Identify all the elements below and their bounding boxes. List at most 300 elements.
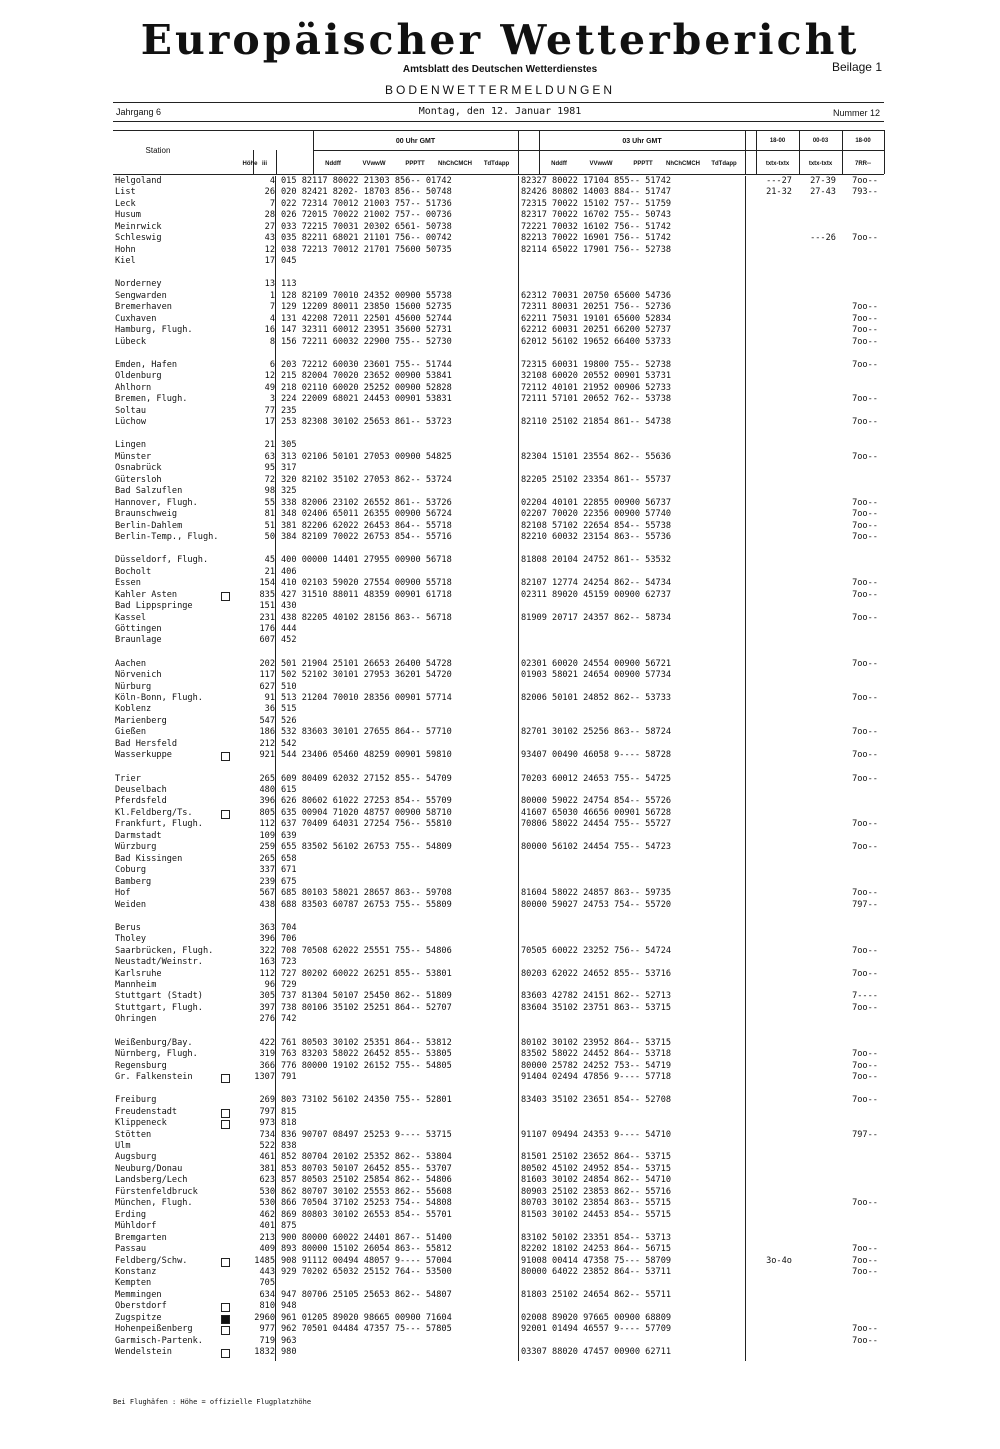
obs-00-gmt: 615 xyxy=(281,785,297,795)
station-row xyxy=(113,509,884,521)
station-name: Bad Hersfeld xyxy=(115,738,178,749)
column-separator xyxy=(275,176,276,1361)
obs-03-gmt: 81501 25102 23652 864-- 53715 xyxy=(521,1152,672,1163)
col-vvwww: VVwwW xyxy=(362,161,386,167)
station-height: 1832 xyxy=(254,1347,275,1358)
obs-03-gmt: 81503 30102 24453 854-- 55715 xyxy=(521,1209,672,1220)
obs-00-gmt: 635 00904 71020 48757 00900 58710 xyxy=(281,807,452,818)
obs-03-gmt: 83502 58022 24452 864-- 53718 xyxy=(521,1049,672,1059)
station-height: 396 xyxy=(259,796,275,807)
col-tdapp: TdTdapp xyxy=(483,161,510,167)
x3-top: 18-00 xyxy=(855,138,871,144)
precip-group: 7oo-- xyxy=(852,945,878,956)
station-height: 151 xyxy=(259,601,275,611)
station-height: 921 xyxy=(259,750,275,761)
precip-group: 7oo-- xyxy=(852,578,878,589)
station-row xyxy=(113,946,884,958)
obs-00-gmt: 818 xyxy=(281,1118,297,1129)
precip-group: 7oo-- xyxy=(852,532,878,542)
station-row xyxy=(113,727,884,739)
station-row xyxy=(113,1290,884,1302)
station-height: 17 xyxy=(264,417,275,428)
obs-00-gmt: 045 xyxy=(281,256,297,267)
station-row xyxy=(113,498,884,510)
station-row xyxy=(113,1130,884,1142)
station-height: 381 xyxy=(259,1163,275,1174)
obs-00-gmt: 147 32311 60012 23951 35600 52731 xyxy=(281,325,452,336)
obs-03-gmt: 72315 60031 19800 755-- 52738 xyxy=(521,359,672,370)
station-name: Lingen xyxy=(115,440,147,451)
precip-group: 7oo-- xyxy=(852,968,878,979)
station-height: 154 xyxy=(259,578,275,589)
x2-bot: txtx-txtx xyxy=(808,161,833,167)
divider xyxy=(113,121,884,122)
section-title: BODENWETTERMELDUNGEN xyxy=(384,83,615,97)
station-name: Bremgarten xyxy=(115,1232,167,1243)
station-height: 977 xyxy=(259,1324,275,1335)
obs-00-gmt: 961 01205 89020 98665 00900 71604 xyxy=(281,1312,452,1323)
obs-03-gmt: 82114 65022 17901 756-- 52738 xyxy=(521,244,672,255)
station-name: Koblenz xyxy=(115,704,152,715)
station-row xyxy=(113,360,884,372)
obs-03-gmt: 80000 59027 24753 754-- 55720 xyxy=(521,899,672,910)
station-name: Mühldorf xyxy=(115,1221,157,1232)
station-name: Gr. Falkenstein xyxy=(115,1071,193,1082)
station-name: Nürnberg, Flugh. xyxy=(115,1049,198,1059)
precip-group: 7oo-- xyxy=(852,589,878,600)
obs-00-gmt: 857 80503 25102 25854 862-- 54806 xyxy=(281,1175,452,1186)
station-row xyxy=(113,1061,884,1073)
station-row xyxy=(113,394,884,406)
station-row xyxy=(113,796,884,808)
obs-00-gmt: 513 21204 70010 28356 00901 57714 xyxy=(281,693,452,703)
mountain-station-icon xyxy=(221,1074,230,1083)
obs-00-gmt: 444 xyxy=(281,623,297,634)
station-row xyxy=(113,854,884,866)
obs-00-gmt: 738 80106 35102 25251 864-- 52707 xyxy=(281,1002,452,1013)
station-row xyxy=(113,934,884,946)
obs-03-gmt: 70806 58022 24454 755-- 55727 xyxy=(521,819,672,830)
station-name: Freudenstadt xyxy=(115,1106,178,1117)
station-name: Bremen, Flugh. xyxy=(115,394,188,405)
x1-bot: txtx-txtx xyxy=(765,161,790,167)
station-name: Kl.Feldberg/Ts. xyxy=(115,807,193,818)
station-height: 409 xyxy=(259,1244,275,1254)
col-clouds-03: NhChCMCH xyxy=(666,161,700,167)
station-height: 49 xyxy=(264,382,275,393)
station-name: Gießen xyxy=(115,727,147,738)
station-height: 27 xyxy=(264,221,275,232)
obs-03-gmt: 62012 56102 19652 66400 53733 xyxy=(521,336,672,347)
header-sep xyxy=(276,150,277,174)
obs-03-gmt: 80000 56102 24454 755-- 54723 xyxy=(521,842,672,853)
obs-00-gmt: 427 31510 88011 48359 00901 61718 xyxy=(281,589,452,600)
obs-00-gmt: 675 xyxy=(281,876,297,887)
obs-00-gmt: 742 xyxy=(281,1014,297,1025)
station-row xyxy=(113,1095,884,1107)
precip-group: 7oo-- xyxy=(852,693,878,703)
obs-03-gmt: 72221 70032 16102 756-- 51742 xyxy=(521,221,672,232)
station-row xyxy=(113,774,884,786)
obs-00-gmt: 129 12209 80011 23850 15600 52735 xyxy=(281,302,452,313)
obs-00-gmt: 218 02110 60020 25252 00900 52828 xyxy=(281,382,452,393)
obs-00-gmt: 655 83502 56102 26753 755-- 54809 xyxy=(281,842,452,853)
station-height: 438 xyxy=(259,899,275,910)
station-name: Kiel xyxy=(115,256,136,267)
precip-group: 7oo-- xyxy=(852,520,878,531)
station-row xyxy=(113,475,884,487)
station-height: 4 xyxy=(269,176,275,186)
station-row xyxy=(113,693,884,705)
station-height: 401 xyxy=(259,1221,275,1232)
station-name: Hohenpeißenberg xyxy=(115,1324,193,1335)
station-height: 13 xyxy=(264,279,275,290)
time00-header: 00 Uhr GMT xyxy=(395,137,436,145)
obs-00-gmt: 215 82004 70020 23652 00900 53841 xyxy=(281,371,452,382)
station-name: München, Flugh. xyxy=(115,1198,193,1209)
obs-00-gmt: 761 80503 30102 25351 864-- 53812 xyxy=(281,1037,452,1048)
station-row xyxy=(113,877,884,889)
report-title: Europäischer Wetterbericht xyxy=(140,16,860,64)
station-name: Zugspitze xyxy=(115,1312,162,1323)
station-height: 461 xyxy=(259,1152,275,1163)
station-name: Köln-Bonn, Flugh. xyxy=(115,693,203,703)
station-height: 91 xyxy=(264,693,275,703)
obs-00-gmt: 526 xyxy=(281,715,297,726)
station-row xyxy=(113,808,884,820)
obs-03-gmt: 02207 70020 22356 00900 57740 xyxy=(521,509,672,520)
station-name: Leck xyxy=(115,198,136,209)
obs-00-gmt: 544 23406 05460 48259 00901 59810 xyxy=(281,750,452,761)
precip-group: 7oo-- xyxy=(852,1266,878,1277)
station-height: 422 xyxy=(259,1037,275,1048)
header-rule xyxy=(113,130,884,131)
station-name: Bremerhaven xyxy=(115,302,172,313)
obs-00-gmt: 317 xyxy=(281,463,297,474)
precip-group: 7oo-- xyxy=(852,451,878,462)
station-row xyxy=(113,555,884,567)
station-row xyxy=(113,199,884,211)
obs-03-gmt: 72315 70022 15102 757-- 51759 xyxy=(521,198,672,209)
obs-00-gmt: 776 80000 19102 26152 755-- 54805 xyxy=(281,1060,452,1071)
obs-00-gmt: 338 82006 23102 26552 861-- 53726 xyxy=(281,497,452,508)
station-name: Wasserkuppe xyxy=(115,750,172,761)
precip-group: 7---- xyxy=(852,991,878,1002)
station-row xyxy=(113,842,884,854)
station-name: Oberstdorf xyxy=(115,1301,167,1312)
mountain-station-icon xyxy=(221,1109,230,1118)
station-height: 186 xyxy=(259,727,275,738)
header-sep xyxy=(518,130,519,174)
station-name: Emden, Hafen xyxy=(115,359,178,370)
obs-00-gmt: 704 xyxy=(281,922,297,933)
station-height: 462 xyxy=(259,1209,275,1220)
col-vvwww-03: VVwwW xyxy=(589,161,613,167)
station-name: Mannheim xyxy=(115,980,157,990)
station-name: Helgoland xyxy=(115,176,162,186)
obs-00-gmt: 637 70409 64031 27254 756-- 55810 xyxy=(281,819,452,830)
obs-03-gmt: 02311 89020 45159 00900 62737 xyxy=(521,589,672,600)
station-name: Garmisch-Partenk. xyxy=(115,1335,203,1346)
station-row xyxy=(113,957,884,969)
station-name: Weiden xyxy=(115,899,147,910)
station-height: 480 xyxy=(259,785,275,795)
station-name: Öhringen xyxy=(115,1014,157,1025)
jahrgang-label: Jahrgang 6 xyxy=(116,107,162,117)
station-height: 21 xyxy=(264,566,275,577)
station-height: 305 xyxy=(259,991,275,1002)
station-name: Gütersloh xyxy=(115,474,162,485)
station-height: 63 xyxy=(264,451,275,462)
beilage-label: Beilage 1 xyxy=(831,60,882,74)
obs-00-gmt: 020 82421 8202- 18703 856-- 50748 xyxy=(281,187,452,198)
station-height: 396 xyxy=(259,934,275,945)
station-name: Hamburg, Flugh. xyxy=(115,325,193,336)
station-row xyxy=(113,1324,884,1336)
station-name: Erding xyxy=(115,1209,147,1220)
obs-00-gmt: 381 82206 62022 26453 864-- 55718 xyxy=(281,520,452,531)
station-row xyxy=(113,245,884,257)
obs-00-gmt: 671 xyxy=(281,865,297,876)
station-name: Berlin-Dahlem xyxy=(115,520,183,531)
station-name: Deuselbach xyxy=(115,785,167,795)
precip-group: 797-- xyxy=(852,1129,878,1140)
station-height: 117 xyxy=(259,670,275,681)
station-name: Lüchow xyxy=(115,417,147,428)
obs-00-gmt: 866 70504 37102 25253 754-- 54808 xyxy=(281,1198,452,1209)
obs-00-gmt: 325 xyxy=(281,486,297,497)
extreme-temp-2: 27-43 xyxy=(810,187,836,198)
obs-00-gmt: 542 xyxy=(281,738,297,749)
station-name: Ahlhorn xyxy=(115,382,152,393)
obs-00-gmt: 900 80000 60022 24401 867-- 51400 xyxy=(281,1232,452,1243)
station-height: 276 xyxy=(259,1014,275,1025)
station-row xyxy=(113,969,884,981)
station-height: 337 xyxy=(259,865,275,876)
station-height: 72 xyxy=(264,474,275,485)
station-row xyxy=(113,463,884,475)
station-row xyxy=(113,659,884,671)
station-height: 109 xyxy=(259,830,275,841)
extreme-temp-1: ---27 xyxy=(766,176,792,186)
station-height: 797 xyxy=(259,1106,275,1117)
obs-03-gmt: 70203 60012 24653 755-- 54725 xyxy=(521,773,672,784)
station-height: 319 xyxy=(259,1049,275,1059)
station-height: 96 xyxy=(264,980,275,990)
station-row xyxy=(113,222,884,234)
station-height: 95 xyxy=(264,463,275,474)
station-height: 43 xyxy=(264,233,275,244)
obs-00-gmt: 128 82109 70010 24352 00900 55738 xyxy=(281,290,452,301)
obs-03-gmt: 70505 60022 23252 756-- 54724 xyxy=(521,945,672,956)
obs-00-gmt: 022 72314 70012 21003 757-- 51736 xyxy=(281,198,452,209)
obs-03-gmt: 80102 30102 23952 864-- 53715 xyxy=(521,1037,672,1048)
obs-03-gmt: 82213 70022 16901 756-- 51742 xyxy=(521,233,672,244)
precip-group: 7oo-- xyxy=(852,1049,878,1059)
precip-group: 7oo-- xyxy=(852,1002,878,1013)
obs-00-gmt: 962 70501 04484 47357 75--- 57805 xyxy=(281,1324,452,1335)
extreme-temp-2: ---26 xyxy=(810,233,836,244)
station-row xyxy=(113,210,884,222)
obs-03-gmt: 80000 59022 24754 854-- 55726 xyxy=(521,796,672,807)
station-row xyxy=(113,187,884,199)
station-row xyxy=(113,337,884,349)
station-name: Bad Kissingen xyxy=(115,853,183,864)
station-name: Bad Salzuflen xyxy=(115,486,183,497)
x1-top: 18-00 xyxy=(769,138,786,144)
obs-03-gmt: 81604 58022 24857 863-- 59735 xyxy=(521,888,672,898)
mountain-station-icon xyxy=(221,1120,230,1129)
station-name: Bamberg xyxy=(115,876,152,887)
station-row xyxy=(113,1267,884,1279)
station-row xyxy=(113,716,884,728)
col-clouds: NhChCMCH xyxy=(438,161,472,167)
station-row xyxy=(113,1210,884,1222)
station-row xyxy=(113,325,884,337)
obs-03-gmt: 80203 62022 24652 855-- 53716 xyxy=(521,968,672,979)
station-name: Kempten xyxy=(115,1278,152,1289)
station-name: Schleswig xyxy=(115,233,162,244)
station-row xyxy=(113,739,884,751)
station-name: Landsberg/Lech xyxy=(115,1175,188,1186)
station-row xyxy=(113,1164,884,1176)
station-name: Bocholt xyxy=(115,566,152,577)
station-row xyxy=(113,440,884,452)
station-row xyxy=(113,176,884,188)
station-name: Berus xyxy=(115,922,141,933)
station-name: Berlin-Temp., Flugh. xyxy=(115,532,219,542)
obs-00-gmt: 908 91112 00494 48057 9---- 57004 xyxy=(281,1255,452,1266)
obs-03-gmt: 82205 25102 23354 861-- 55737 xyxy=(521,474,672,485)
obs-03-gmt: 01903 58021 24654 00900 57734 xyxy=(521,670,672,681)
precip-group: 7oo-- xyxy=(852,1060,878,1071)
station-name: Regensburg xyxy=(115,1060,167,1071)
station-height: 55 xyxy=(264,497,275,508)
header-sep xyxy=(884,130,885,174)
obs-00-gmt: 313 02106 50101 27053 00900 54825 xyxy=(281,451,452,462)
station-height: 50 xyxy=(264,532,275,542)
station-name: Tholey xyxy=(115,934,147,945)
obs-00-gmt: 727 80202 60022 26251 855-- 53801 xyxy=(281,968,452,979)
station-height: 4 xyxy=(269,313,275,324)
precip-group: 793-- xyxy=(852,187,878,198)
station-height: 2960 xyxy=(254,1312,275,1323)
obs-00-gmt: 639 xyxy=(281,830,297,841)
station-name: Osnabrück xyxy=(115,463,162,474)
obs-00-gmt: 452 xyxy=(281,635,297,646)
station-name: Freiburg xyxy=(115,1095,157,1106)
station-height: 163 xyxy=(259,957,275,968)
obs-00-gmt: 685 80103 58021 28657 863-- 59708 xyxy=(281,888,452,898)
obs-03-gmt: 81603 30102 24854 862-- 54710 xyxy=(521,1175,672,1186)
station-row xyxy=(113,417,884,429)
obs-00-gmt: 038 72213 70012 21701 75600 50735 xyxy=(281,244,452,255)
obs-03-gmt: 80502 45102 24952 854-- 53715 xyxy=(521,1163,672,1174)
station-name: Stötten xyxy=(115,1129,152,1140)
obs-03-gmt: 81803 25102 24654 862-- 55711 xyxy=(521,1289,672,1300)
precip-group: 7oo-- xyxy=(852,727,878,738)
report-subtitle: Amtsblatt des Deutschen Wetterdienstes xyxy=(402,64,598,75)
precip-group: 7oo-- xyxy=(852,394,878,405)
station-row xyxy=(113,1038,884,1050)
station-name: Nürburg xyxy=(115,681,152,692)
mountain-station-icon xyxy=(221,1349,230,1358)
station-row xyxy=(113,1336,884,1348)
station-row xyxy=(113,578,884,590)
station-height: 627 xyxy=(259,681,275,692)
station-name: Münster xyxy=(115,451,152,462)
precip-group: 7oo-- xyxy=(852,1255,878,1266)
report-date: Montag, den 12. Januar 1981 xyxy=(418,106,582,117)
precip-group: 7oo-- xyxy=(852,842,878,853)
station-name: Braunschweig xyxy=(115,509,178,520)
obs-00-gmt: 348 02406 65011 26355 00900 56724 xyxy=(281,509,452,520)
station-name: Ulm xyxy=(115,1141,131,1151)
obs-03-gmt: 82317 70022 16702 755-- 50743 xyxy=(521,210,672,221)
obs-00-gmt: 384 82109 70022 26753 854-- 55716 xyxy=(281,532,452,542)
station-row xyxy=(113,1221,884,1233)
precip-group: 7oo-- xyxy=(852,302,878,313)
station-name: Neustadt/Weinstr. xyxy=(115,957,203,968)
obs-03-gmt: 91404 02494 47856 9---- 57718 xyxy=(521,1071,672,1082)
obs-00-gmt: 305 xyxy=(281,440,297,451)
obs-03-gmt: 62211 75031 19101 65600 52834 xyxy=(521,313,672,324)
station-height: 443 xyxy=(259,1266,275,1277)
precip-group: 7oo-- xyxy=(852,336,878,347)
obs-03-gmt: 80903 25102 23853 862-- 55716 xyxy=(521,1186,672,1197)
station-height: 6 xyxy=(269,359,275,370)
station-height: 112 xyxy=(259,819,275,830)
obs-00-gmt: 203 72212 60030 23601 755-- 51744 xyxy=(281,359,452,370)
station-height: 98 xyxy=(264,486,275,497)
station-height: 213 xyxy=(259,1232,275,1243)
station-height: 607 xyxy=(259,635,275,646)
precip-group: 7oo-- xyxy=(852,1244,878,1254)
station-name: Cuxhaven xyxy=(115,313,157,324)
station-height: 45 xyxy=(264,555,275,566)
obs-00-gmt: 510 xyxy=(281,681,297,692)
station-height: 734 xyxy=(259,1129,275,1140)
iii-header: iii xyxy=(261,161,267,167)
obs-00-gmt: 113 xyxy=(281,279,297,290)
obs-00-gmt: 253 82308 30102 25653 861-- 53723 xyxy=(281,417,452,428)
obs-00-gmt: 502 52102 30101 27953 36201 54720 xyxy=(281,670,452,681)
station-row xyxy=(113,888,884,900)
precip-group: 7oo-- xyxy=(852,1324,878,1335)
obs-00-gmt: 948 xyxy=(281,1301,297,1312)
station-name: Darmstadt xyxy=(115,830,162,841)
obs-03-gmt: 83603 42782 24151 862-- 52713 xyxy=(521,991,672,1002)
station-name: Feldberg/Schw. xyxy=(115,1255,188,1266)
obs-03-gmt: 41607 65030 46656 00901 56728 xyxy=(521,807,672,818)
station-height: 77 xyxy=(264,405,275,416)
col-tdapp-03: TdTdapp xyxy=(711,161,737,167)
station-height: 26 xyxy=(264,187,275,198)
station-row xyxy=(113,521,884,533)
station-name: Oldenburg xyxy=(115,371,162,382)
obs-00-gmt: 706 xyxy=(281,934,297,945)
station-row xyxy=(113,314,884,326)
obs-00-gmt: 033 72215 70031 20302 6561- 50738 xyxy=(281,221,452,232)
obs-00-gmt: 438 82205 40102 28156 863-- 56718 xyxy=(281,612,452,623)
station-height: 21 xyxy=(264,440,275,451)
col-nddff: Nddff xyxy=(325,161,341,167)
obs-03-gmt: 82210 60032 23154 863-- 55736 xyxy=(521,532,672,542)
obs-03-gmt: 82304 15101 23554 862-- 55636 xyxy=(521,451,672,462)
obs-00-gmt: 869 80803 30102 26553 854-- 55701 xyxy=(281,1209,452,1220)
station-name: Marienberg xyxy=(115,715,167,726)
precip-group: 7oo-- xyxy=(852,750,878,761)
